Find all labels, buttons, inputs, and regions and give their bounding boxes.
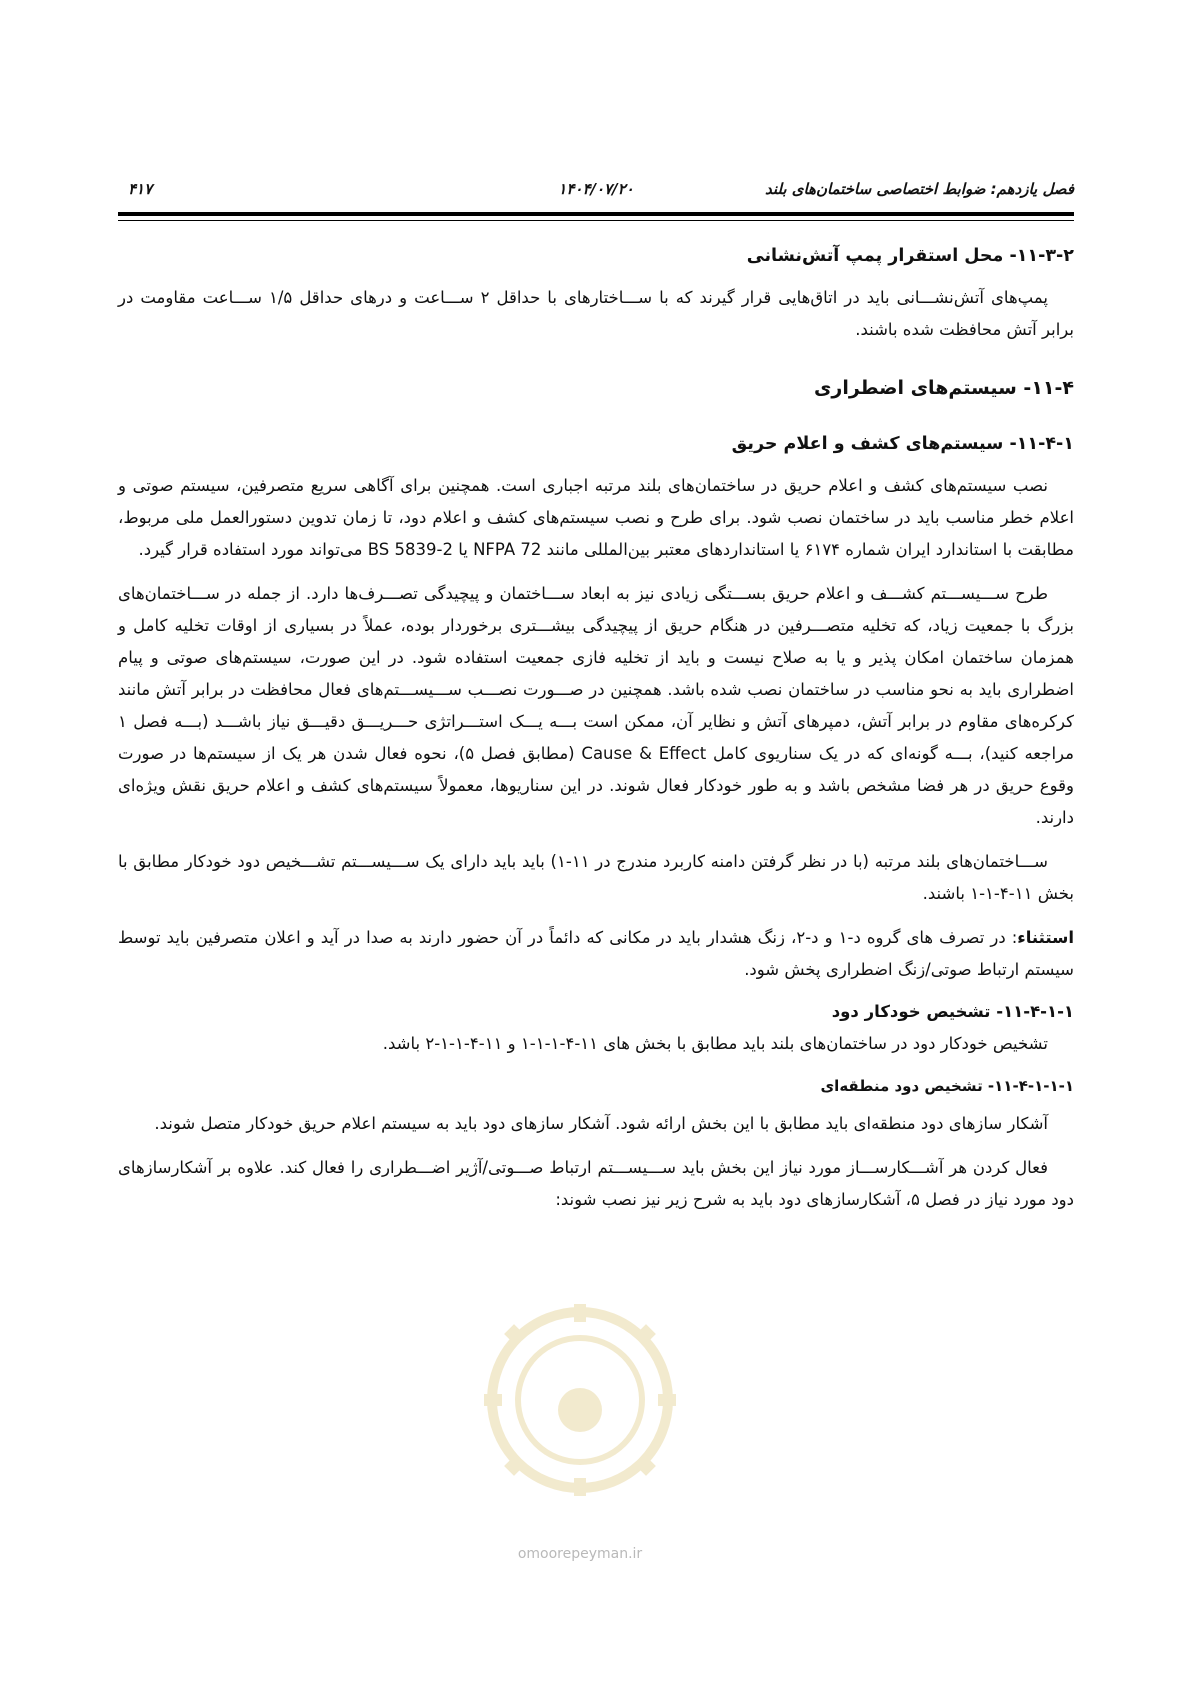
- heading-11-4-1-1-1: ۱۱-۴-۱-۱-۱- تشخیص دود منطقه‌ای: [820, 1077, 1074, 1095]
- standard-nfpa: NFPA 72: [473, 540, 542, 559]
- heading-11-3-2: ۱۱-۳-۲- محل استقرار پمپ آتش‌نشانی: [746, 246, 1074, 266]
- term-cause-effect: Cause & Effect: [581, 744, 707, 763]
- text-run: می‌تواند مورد استفاده قرار گیرد.: [138, 540, 363, 559]
- text-run: نصب سیستم‌های کشف و اعلام حریق در ساختمان‌های بلند مرتبه اجباری است. همچنین برای آگاهی سریع متصرفین، سیستم صوتی و اعلام خطر مناسب باید در ساختمان نصب شود. برای طرح و نصب سیستم‌های کشف و اعلام دود، تا زمان تدوین دستورالعمل ملی مربوط، مطابقت با استاندارد ایران شماره ۶۱۷۴ یا استانداردهای معتبر بین‌المللی مانند: [118, 476, 1074, 559]
- paragraph-auto-detection: تشخیص خودکار دود در ساختمان‌های بلند باید مطابق با بخش های ۱۱-۴-۱-۱-۱ و ۱۱-۴-۱-۱-۲ باشد.: [382, 1034, 1048, 1053]
- paragraph-exception: [118, 922, 1074, 986]
- paragraph-fire-pump-room: پمپ‌های آتش‌نشـــانی باید در اتاق‌هایی قرار گیرند که با ســـاختارهای با حداقل ۲ ســـاعت و درهای حداقل ۱/۵ ســـاعت مقاومت در برابر آتش محافظت شده باشند.: [118, 288, 1074, 339]
- page-number: ۴۱۷: [128, 180, 153, 198]
- paragraph-system-design: [118, 578, 1074, 834]
- header-rule-thick: [118, 212, 1074, 216]
- paragraph-detection-requirement: [118, 470, 1074, 566]
- heading-11-4: ۱۱-۴- سیستم‌های اضطراری: [813, 377, 1074, 399]
- watermark-site: omoorepeyman.ir: [517, 1546, 643, 1562]
- paragraph-detector-activation: فعال کردن هر آشـــکارســـاز مورد نیاز این بخش باید ســـیســـتم ارتباط صـــوتی/آژیر اضـــطراری را فعال کند. علاوه بر آشکارسازهای دود مورد نیاز در فصل ۵، آشکارسازهای دود باید به شرح زیر نیز نصب شوند:: [118, 1158, 1074, 1209]
- header-rule-thin: [118, 220, 1074, 221]
- paragraph-automatic-smoke: ســـاختمان‌های بلند مرتبه (با در نظر گرفتن دامنه کاربرد مندرج در ۱۱-۱) باید باید دارای یک ســـیســـتم تشـــخیص دود خودکار مطابق با بخش ۱۱-۴-۱-۱ باشند.: [118, 852, 1074, 903]
- chapter-title: فصل یازدهم: ضوابط اختصاصی ساختمان‌های بلند: [764, 180, 1074, 198]
- page-body: [118, 240, 1074, 1216]
- text-run: یا: [458, 540, 468, 559]
- exception-text: : در تصرف های گروه د-۱ و د-۲، زنگ هشدار باید در مکانی که دائماً در آن حضور دارند به صدا در آید و اعلان متصرفین باید توسط سیستم ارتباط صوتی/زنگ اضطراری پخش شود.: [118, 928, 1074, 979]
- standard-bs: BS 5839-2: [367, 540, 453, 559]
- heading-11-4-1: ۱۱-۴-۱- سیستم‌های کشف و اعلام حریق: [731, 434, 1074, 454]
- watermark-logo: [480, 1300, 680, 1500]
- text-run: (مطابق فصل ۵)، نحوه فعال شدن هر یک از سیستم‌ها در صورت وقوع حریق در هر فضا مشخص باشد و به طور خودکار فعال شوند. در این سناریوها، معمولاً سیستم‌های کشف و اعلام حریق نقش ویژه‌ای دارند.: [118, 744, 1074, 827]
- exception-label: استثناء: [1017, 928, 1075, 947]
- header-date: ۱۴۰۴/۰۷/۲۰: [558, 180, 634, 198]
- text-run: طرح ســـیســـتم کشـــف و اعلام حریق بســـتگی زیادی نیز به ابعاد ســـاختمان و پیچیدگی تصـــرف‌ها دارد. از جمله در ســـاختمان‌های بزرگ با جمعیت زیاد، که تخلیه متصـــرفین در هنگام حریق از پیچیدگی بیشـــتری برخوردار بوده، عملاً در بسیاری از اوقات تخلیه کامل و همزمان ساختمان امکان پذیر و یا به صلاح نیست و باید از تخلیه فازی جمعیت استفاده شود. در این صورت، سیستم‌های صوتی و پیام اضطراری باید به نحو مناسب در ساختمان نصب شده باشد. همچنین در صـــورت نصـــب ســـیســـتم‌های فعال محافظت در برابر آتش مانند کرکره‌های مقاوم در برابر آتش، دمپرهای آتش و نظایر آن، ممکن است بـــه یـــک استـــراتژی حـــریـــق دقیـــق نیاز باشـــد (بـــه فصل ۱ مراجعه کنید)، بـــه گونه‌ای که در یک سناریوی کامل: [118, 584, 1074, 763]
- paragraph-zone-detectors: آشکار سازهای دود منطقه‌ای باید مطابق با این بخش ارائه شود. آشکار سازهای دود باید به سیستم اعلام حریق خودکار متصل شوند.: [154, 1114, 1048, 1133]
- running-header: [118, 176, 1074, 206]
- heading-11-4-1-1: ۱۱-۴-۱-۱- تشخیص خودکار دود: [831, 1002, 1074, 1021]
